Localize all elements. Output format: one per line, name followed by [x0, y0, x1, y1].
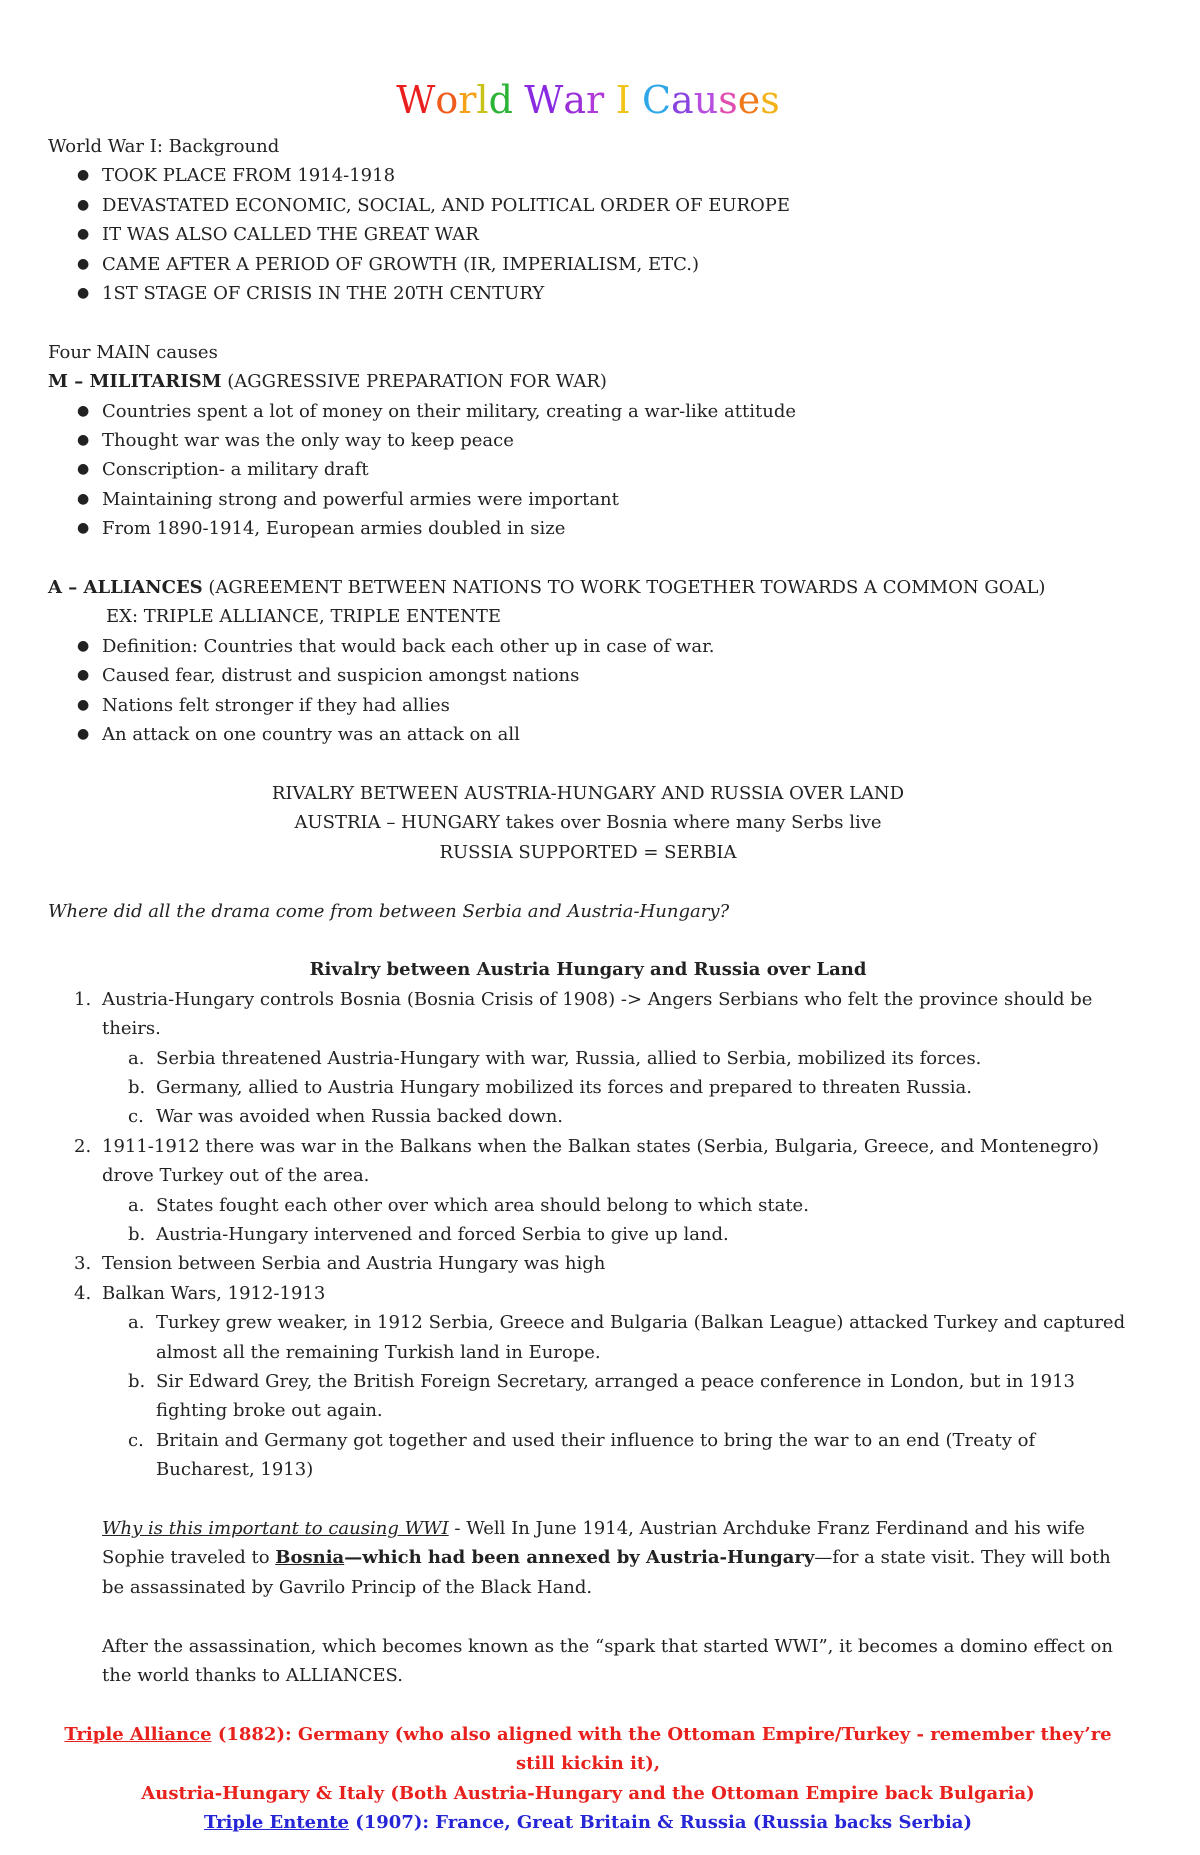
triple-alliance-line-1 [48, 1720, 1128, 1779]
militarism-label: M – MILITARISM [48, 371, 222, 393]
sub-item-letter: b. [128, 1223, 146, 1245]
sub-item-letter: a. [128, 1194, 145, 1216]
triple-alliance-text: (1882): Germany (who also aligned with the Ottoman Empire/Turkey - remember they’re still kickin it), [211, 1723, 1112, 1775]
list-item: ● TOOK PLACE FROM 1914-1918 [77, 161, 1128, 190]
rivalry-summary-line: RUSSIA SUPPORTED = SERBIA [439, 841, 737, 863]
item-number: 3. [74, 1253, 92, 1275]
sub-item-text: Sir Edward Grey, the British Foreign Secretary, arranged a peace conference in London, but in 1913 fighting broke out again. [156, 1370, 1075, 1422]
triple-alliance-name: Triple Alliance [64, 1723, 212, 1745]
rivalry-summary-line: AUSTRIA – HUNGARY takes over Bosnia where many Serbs live [294, 812, 882, 834]
sub-item-text: Germany, allied to Austria Hungary mobilized its forces and prepared to threaten Russia. [156, 1076, 973, 1098]
item-number: 2. [74, 1135, 92, 1157]
list-item: ● An attack on one country was an attack on all [77, 720, 1128, 749]
sub-item-text: War was avoided when Russia backed down. [156, 1106, 564, 1128]
item-number: 4. [74, 1282, 92, 1304]
importance-paragraph [48, 1514, 1128, 1602]
sub-item [128, 1102, 1128, 1131]
title-letter: s [718, 78, 738, 122]
title-letter: r [586, 78, 605, 122]
importance-text-2: —for a state visit. They will both be assassinated by Gavrilo Princip of the Black Hand. [102, 1547, 1111, 1598]
list-item: ● Countries spent a lot of money on their military, creating a war-like attitude [77, 397, 1128, 426]
title-letter: s [760, 78, 780, 122]
sub-item [128, 1073, 1128, 1102]
list-item: ● From 1890-1914, European armies doubled in size [77, 514, 1128, 543]
title-letter: l [476, 78, 489, 122]
title-letter: W [396, 78, 436, 122]
page-title [48, 72, 1128, 128]
drama-question: Where did all the drama come from between Serbia and Austria-Hungary? [48, 900, 730, 922]
sub-item-text: Britain and Germany got together and used their influence to bring the war to an end (Treaty of Bucharest, 1913) [156, 1429, 1036, 1481]
list-item: ● Thought war was the only way to keep peace [77, 426, 1128, 455]
importance-lead: Why is this important to causing WWI [102, 1518, 449, 1539]
item-text: Austria-Hungary controls Bosnia (Bosnia Crisis of 1908) -> Angers Serbians who felt the province should be theirs. [102, 988, 1093, 1040]
bosnia-text: Bosnia [275, 1547, 345, 1569]
background-heading: World War I: Background [48, 136, 280, 157]
title-letter: I [615, 78, 631, 122]
rivalry-numbered-list [48, 985, 1128, 1485]
title-letter: u [693, 78, 719, 122]
sub-item-text: Serbia threatened Austria-Hungary with war, Russia, allied to Serbia, mobilized its forces. [156, 1047, 982, 1069]
alliances-desc: (AGREEMENT BETWEEN NATIONS TO WORK TOGETHER TOWARDS A COMMON GOAL) [202, 577, 1046, 599]
item-text: Balkan Wars, 1912-1913 [102, 1282, 326, 1304]
sub-list [102, 1308, 1128, 1484]
sub-list [102, 1191, 1128, 1250]
sub-item [128, 1220, 1128, 1249]
sub-item-letter: a. [128, 1312, 145, 1334]
list-item: ● CAME AFTER A PERIOD OF GROWTH (IR, IMPERIALISM, ETC.) [77, 250, 1128, 279]
title-letter: W [524, 78, 564, 122]
militarism-desc: (AGGRESSIVE PREPARATION FOR WAR) [221, 371, 607, 393]
title-letter: C [641, 78, 672, 122]
triple-entente-name: Triple Entente [203, 1812, 349, 1834]
sub-item-text: Austria-Hungary intervened and forced Serbia to give up land. [156, 1223, 729, 1245]
triple-entente-text: (1907): France, Great Britain & Russia (Russia backs Serbia) [348, 1812, 972, 1834]
sub-item [128, 1044, 1128, 1073]
list-item: ● Conscription- a military draft [77, 455, 1128, 484]
main-causes-heading: Four MAIN causes [48, 341, 218, 363]
alliances-list [48, 632, 1128, 750]
title-letter: e [737, 78, 761, 122]
numbered-item [74, 1279, 1128, 1485]
sub-item-letter: a. [128, 1047, 145, 1069]
list-item: ● DEVASTATED ECONOMIC, SOCIAL, AND POLITICAL ORDER OF EUROPE [77, 191, 1128, 220]
numbered-item [74, 1132, 1128, 1250]
militarism-list [48, 397, 1128, 544]
sub-item [128, 1191, 1128, 1220]
rivalry-summary-line: RIVALRY BETWEEN AUSTRIA-HUNGARY AND RUSSIA OVER LAND [271, 782, 905, 804]
title-letter: o [435, 78, 459, 122]
after-assassination-paragraph: After the assassination, which becomes known as the “spark that started WWI”, it becomes a domino effect on the world thanks to ALLIANCES. [102, 1635, 1113, 1687]
background-list [48, 161, 1128, 308]
triple-alliance-line-2: Austria-Hungary & Italy (Both Austria-Hungary and the Ottoman Empire back Bulgaria) [141, 1782, 1035, 1804]
title-letter: d [488, 78, 513, 122]
item-number: 1. [74, 988, 92, 1010]
sub-item-text: States fought each other over which area should belong to which state. [156, 1194, 809, 1216]
sub-list [102, 1044, 1128, 1132]
alliances-example: EX: TRIPLE ALLIANCE, TRIPLE ENTENTE [106, 606, 501, 628]
sub-item-letter: c. [128, 1429, 144, 1451]
sub-item-text: Turkey grew weaker, in 1912 Serbia, Greece and Bulgaria (Balkan League) attacked Turkey and captured almost all the remaining Turkish land in Europe. [156, 1312, 1126, 1363]
item-text: Tension between Serbia and Austria Hungary was high [102, 1253, 606, 1275]
list-item: ● Definition: Countries that would back each other up in case of war. [77, 632, 1128, 661]
sub-item-letter: b. [128, 1076, 146, 1098]
sub-item-letter: b. [128, 1370, 146, 1392]
item-text: 1911-1912 there was war in the Balkans when the Balkan states (Serbia, Bulgaria, Greece, and Montenegro) drove Turkey out of the area. [102, 1135, 1099, 1187]
triple-entente-line [48, 1808, 1128, 1837]
title-letter: a [671, 78, 694, 122]
list-item: ● 1ST STAGE OF CRISIS IN THE 20TH CENTURY [77, 279, 1128, 308]
rivalry-heading: Rivalry between Austria Hungary and Russia over Land [309, 959, 867, 981]
sub-item [128, 1308, 1128, 1367]
annexed-text: —which had been annexed by Austria-Hungary [344, 1547, 815, 1569]
importance-text-1: - Well In June 1914, Austrian Archduke Franz Ferdinand and his wife Sophie traveled to [102, 1518, 1085, 1569]
numbered-item [74, 985, 1128, 1132]
sub-item [128, 1367, 1128, 1426]
title-letter: r [458, 78, 477, 122]
list-item: ● IT WAS ALSO CALLED THE GREAT WAR [77, 220, 1128, 249]
militarism-heading [48, 367, 1128, 396]
numbered-item [74, 1249, 1128, 1278]
sub-item [128, 1426, 1128, 1485]
alliances-label: A – ALLIANCES [48, 577, 203, 599]
list-item: ● Caused fear, distrust and suspicion amongst nations [77, 661, 1128, 690]
list-item: ● Maintaining strong and powerful armies were important [77, 485, 1128, 514]
list-item: ● Nations felt stronger if they had allies [77, 691, 1128, 720]
alliances-heading [48, 573, 1128, 602]
title-letter: a [563, 78, 586, 122]
document-content [48, 72, 1128, 1837]
sub-item-letter: c. [128, 1106, 144, 1128]
